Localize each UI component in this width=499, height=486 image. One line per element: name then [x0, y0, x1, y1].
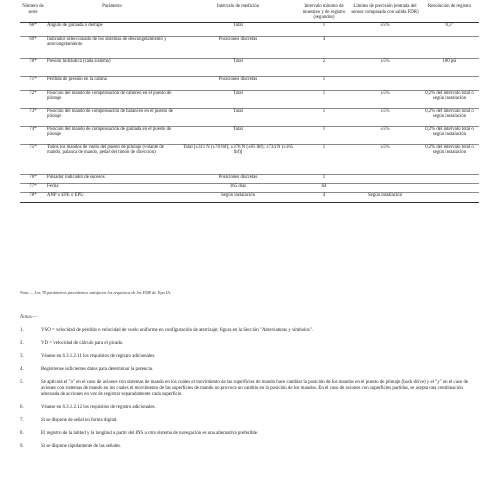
- note-number: 8.: [20, 431, 24, 437]
- cell-serial-number: 71*: [20, 76, 46, 90]
- cell-sampling-interval: 1: [298, 126, 350, 144]
- cell-measurement-range: Total: [178, 22, 298, 36]
- cell-serial-number: 76*: [20, 174, 46, 183]
- table-header-row: [20, 4, 479, 22]
- cell-parameter: Ángulo de guiñada o derrape: [46, 22, 178, 36]
- cell-parameter: ANP o EPE o EPU: [46, 192, 178, 202]
- note-number: 6.: [20, 405, 24, 411]
- note-number: 1.: [20, 328, 24, 333]
- cell-measurement-range: Total [±311 N (±70 lbf); ±378 N (±85 lbf); ±734 N (±165 lbf)]: [178, 144, 298, 174]
- cell-recording-resolution: 0,2% del intervalo total o según instalación: [420, 126, 479, 144]
- cell-serial-number: 75*: [20, 144, 46, 174]
- note-item: [20, 405, 470, 411]
- cell-sampling-interval: 64: [298, 183, 350, 192]
- note-item: [20, 354, 470, 360]
- cell-measurement-range: Total: [178, 126, 298, 144]
- cell-measurement-range: 365 días: [178, 183, 298, 192]
- cell-parameter: Indicador seleccionado de los sistemas de descongelamiento y anticongelamiento: [46, 36, 178, 58]
- cell-serial-number: 70*: [20, 58, 46, 76]
- cell-parameter: Posición del mando de compensación de cabeceo en el puesto de pilotaje: [46, 90, 178, 108]
- cell-recording-resolution: 0,2% del intervalo total o según instalación: [420, 144, 479, 174]
- header-accuracy-limits: Límites de precisión (entrada del sensor comparada con salida FDR): [350, 4, 420, 22]
- note-item: [20, 431, 470, 437]
- table-row: [20, 90, 479, 108]
- cell-sampling-interval: 4: [298, 192, 350, 202]
- cell-parameter: Posición del mando de compensación de balanceo en el puesto de pilotaje: [46, 108, 178, 126]
- cell-measurement-range: Total: [178, 108, 298, 126]
- note-text: Véanse en 6.3.1.2.12 los requisitos de registro adicionales.: [41, 405, 156, 411]
- cell-measurement-range: Posiciones discretas: [178, 174, 298, 183]
- cell-measurement-range: Posiciones discretas: [178, 36, 298, 58]
- cell-measurement-range: Según instalación: [178, 192, 298, 202]
- cell-parameter: Pérdida de presión en la cabina: [46, 76, 178, 90]
- cell-recording-resolution: [420, 36, 479, 58]
- header-sampling-interval: Intervalo mínimo de muestreo y de registro (segundos): [298, 4, 350, 22]
- note-number: 9.: [20, 444, 24, 450]
- note-text: Se aplicará el "o" en el caso de aviones con sistemas de mando en los cuales el movimiento de las superficies de mando hace cambiar la posición de los mandos en el puesto de pilotaje (back-drive) y el "y" en el caso de aviones con sistemas de mando en los cuales el movimiento de las superficies de mando no provoca un cambio en la posición de los mandos. En el caso de aviones con superficies partidas, se acepta una combinación adecuada de acciones en vez de registrar separadamente cada superficie.: [41, 380, 469, 398]
- cell-serial-number: 74*: [20, 126, 46, 144]
- cell-serial-number: 78*: [20, 192, 46, 202]
- note-text: El registro de la latitud y la longitud a partir del INS u otro sistema de navegación es una alternativa preferible.: [41, 431, 259, 437]
- cell-serial-number: 77*: [20, 183, 46, 192]
- cell-accuracy-limits: [350, 36, 420, 58]
- table-footnote: Nota.— Los 78 parámetros precedentes satisfacen los requisitos de los FDR de Tipo IA.: [20, 290, 171, 295]
- parameter-table: [20, 4, 479, 203]
- note-item: [20, 418, 470, 424]
- header-parameter: Parámetro: [46, 4, 178, 22]
- cell-recording-resolution: 0,5°: [420, 22, 479, 36]
- cell-recording-resolution: [420, 76, 479, 90]
- cell-accuracy-limits: ±5%: [350, 22, 420, 36]
- header-measurement-range: Intervalo de medición: [178, 4, 298, 22]
- cell-parameter: Pulsador indicador de sucesos: [46, 174, 178, 183]
- note-item: [20, 444, 470, 450]
- cell-serial-number: 72*: [20, 90, 46, 108]
- cell-recording-resolution: 0,2% del intervalo total o según instalación: [420, 108, 479, 126]
- cell-accuracy-limits: ±5%: [350, 108, 420, 126]
- cell-parameter: Fecha: [46, 183, 178, 192]
- note-text: Véanse en 6.3.1.2.11 los requisitos de registro adicionales.: [41, 354, 156, 359]
- cell-sampling-interval: 4: [298, 36, 350, 58]
- table-row: [20, 58, 479, 76]
- cell-serial-number: 73*: [20, 108, 46, 126]
- cell-parameter: Todos los mandos de vuelo del puesto de pilotaje (volante de mando, palanca de mando, pedal del timón de dirección): [46, 144, 178, 174]
- cell-accuracy-limits: [350, 183, 420, 192]
- cell-sampling-interval: 1: [298, 174, 350, 183]
- note-text: VSO = velocidad de pérdida o velocidad de vuelo uniforme en configuración de aterrizaje; figura en la Sección "Abreviaturas y símbolos".: [41, 328, 313, 333]
- cell-accuracy-limits: ±5%: [350, 126, 420, 144]
- cell-serial-number: 66*: [20, 22, 46, 36]
- table-row: [20, 192, 479, 202]
- note-number: 7.: [20, 418, 24, 424]
- notes-list: [20, 328, 470, 457]
- cell-sampling-interval: 1: [298, 22, 350, 36]
- table-row: [20, 108, 479, 126]
- note-text: Si se dispone rápidamente de las señales.: [41, 444, 122, 450]
- cell-accuracy-limits: Según instalación: [350, 192, 420, 202]
- note-item: [20, 341, 470, 347]
- cell-serial-number: 69*: [20, 36, 46, 58]
- cell-sampling-interval: 2: [298, 58, 350, 76]
- cell-sampling-interval: 1: [298, 144, 350, 174]
- table-row: [20, 76, 479, 90]
- table-row: [20, 36, 479, 58]
- note-text: Si se dispone de señal en forma digital.: [41, 418, 118, 424]
- cell-sampling-interval: 1: [298, 76, 350, 90]
- cell-recording-resolution: [420, 192, 479, 202]
- cell-recording-resolution: 100 psi: [420, 58, 479, 76]
- cell-recording-resolution: [420, 174, 479, 183]
- note-item: [20, 367, 470, 373]
- cell-accuracy-limits: [350, 76, 420, 90]
- header-recording-resolution: Resolución de registro: [420, 4, 479, 22]
- cell-accuracy-limits: ±5%: [350, 144, 420, 174]
- note-text: VD = velocidad de cálculo para el picado.: [41, 341, 124, 346]
- cell-accuracy-limits: [350, 174, 420, 183]
- note-number: 3.: [20, 354, 24, 359]
- cell-sampling-interval: 1: [298, 108, 350, 126]
- cell-parameter: Posición del mando de compensación de guiñada en el puesto de pilotaje: [46, 126, 178, 144]
- cell-recording-resolution: 0,2% del intervalo total o según instalación: [420, 90, 479, 108]
- cell-measurement-range: Total: [178, 58, 298, 76]
- note-number: 4.: [20, 367, 24, 372]
- note-number: 5.: [20, 380, 24, 385]
- table-row: [20, 183, 479, 192]
- note-item: [20, 380, 470, 399]
- cell-measurement-range: Total: [178, 90, 298, 108]
- cell-sampling-interval: 1: [298, 90, 350, 108]
- note-number: 2.: [20, 341, 24, 346]
- header-serial-number: Número de serie: [20, 4, 46, 22]
- cell-measurement-range: Posiciones discretas: [178, 76, 298, 90]
- note-item: [20, 328, 470, 334]
- cell-parameter: Presión hidráulica (cada sistema): [46, 58, 178, 76]
- table-row: [20, 174, 479, 183]
- cell-accuracy-limits: ±5%: [350, 58, 420, 76]
- cell-accuracy-limits: ±5%: [350, 90, 420, 108]
- table-row: [20, 126, 479, 144]
- notes-heading: Notas.—: [20, 315, 38, 320]
- table-row: [20, 144, 479, 174]
- cell-recording-resolution: [420, 183, 479, 192]
- note-text: Regístrense suficientes datos para determinar la potencia.: [41, 367, 154, 372]
- table-row: [20, 22, 479, 36]
